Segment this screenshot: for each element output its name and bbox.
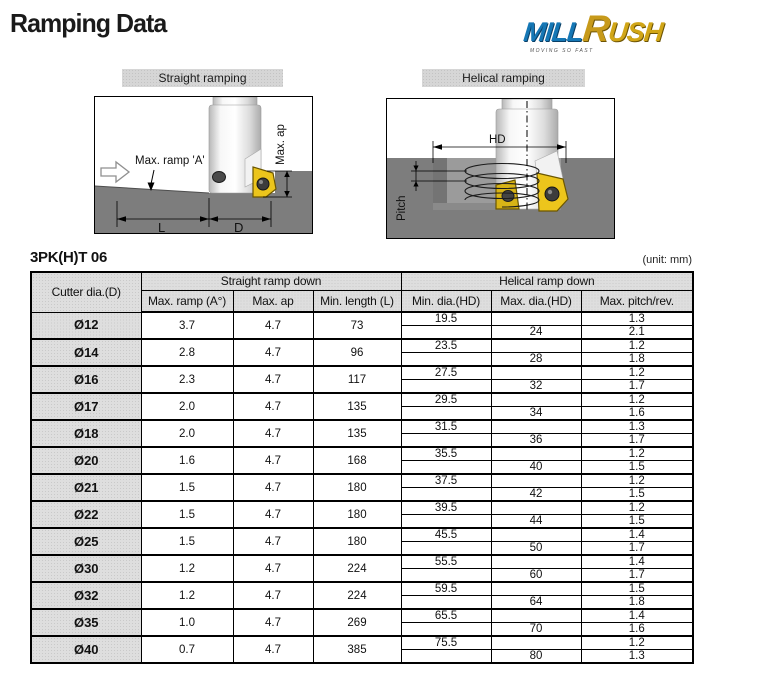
cell-max-ramp: 0.7: [141, 636, 233, 663]
cell-min-dia-blank: [401, 380, 491, 394]
cell-max-dia-blank: [491, 501, 581, 515]
cell-pitch-top: 1.4: [581, 555, 693, 569]
table-row: [31, 420, 693, 434]
cell-pitch-top: 1.3: [581, 312, 693, 326]
cell-max-ramp: 1.2: [141, 582, 233, 609]
cell-max-ramp: 2.3: [141, 366, 233, 393]
straight-ramping-label: Straight ramping: [122, 69, 283, 87]
insert-left-screw: [502, 191, 514, 202]
cell-max-ap: 4.7: [233, 447, 313, 474]
cell-min-dia-blank: [401, 407, 491, 421]
cell-cutter-dia: Ø30: [31, 555, 141, 582]
cell-min-dia: 29.5: [401, 393, 491, 407]
cell-max-ap: 4.7: [233, 474, 313, 501]
cell-max-dia-blank: [491, 555, 581, 569]
cell-max-dia-blank: [491, 393, 581, 407]
cell-max-dia-blank: [491, 339, 581, 353]
cell-max-dia: 28: [491, 353, 581, 367]
cell-min-dia-blank: [401, 326, 491, 340]
cell-pitch-top: 1.2: [581, 501, 693, 515]
table-row: [31, 636, 693, 650]
cell-max-dia: 50: [491, 542, 581, 556]
workpiece-ground: [95, 171, 312, 233]
cell-pitch-bottom: 1.5: [581, 515, 693, 529]
feed-arrow-icon: [101, 162, 129, 182]
cell-cutter-dia: Ø22: [31, 501, 141, 528]
cell-pitch-bottom: 1.6: [581, 623, 693, 637]
cell-max-ramp: 1.5: [141, 501, 233, 528]
cell-pitch-bottom: 1.7: [581, 380, 693, 394]
cell-min-length: 385: [313, 636, 401, 663]
cell-max-ramp: 1.5: [141, 474, 233, 501]
cell-min-length: 269: [313, 609, 401, 636]
cell-min-dia: 75.5: [401, 636, 491, 650]
cell-min-dia-blank: [401, 353, 491, 367]
cell-max-dia-blank: [491, 609, 581, 623]
col-header-max-ramp: Max. ramp (A°): [141, 290, 233, 312]
cell-cutter-dia: Ø21: [31, 474, 141, 501]
cell-max-ramp: 2.8: [141, 339, 233, 366]
cell-max-dia: 24: [491, 326, 581, 340]
cell-max-ap: 4.7: [233, 528, 313, 555]
col-header-max-pitch: Max. pitch/rev.: [581, 290, 693, 312]
cell-max-ramp: 1.0: [141, 609, 233, 636]
cell-min-dia: 27.5: [401, 366, 491, 380]
logo-tagline: MOVING SO FAST: [530, 48, 594, 54]
d-dimension-label: D: [234, 220, 244, 233]
cell-max-dia: 80: [491, 650, 581, 664]
cell-min-length: 73: [313, 312, 401, 339]
table-title-row: [30, 249, 692, 266]
cell-pitch-top: 1.2: [581, 366, 693, 380]
cell-pitch-bottom: 1.6: [581, 407, 693, 421]
cell-max-dia: 64: [491, 596, 581, 610]
cell-max-ramp: 2.0: [141, 393, 233, 420]
cell-max-dia-blank: [491, 420, 581, 434]
ramping-table-body: [31, 312, 693, 663]
cell-min-dia-blank: [401, 461, 491, 475]
cell-pitch-top: 1.4: [581, 609, 693, 623]
cell-min-dia: 31.5: [401, 420, 491, 434]
cell-max-ap: 4.7: [233, 420, 313, 447]
cell-pitch-bottom: 1.3: [581, 650, 693, 664]
cell-pitch-top: 1.2: [581, 447, 693, 461]
cell-pitch-top: 1.4: [581, 528, 693, 542]
helical-ramping-diagram: [386, 98, 615, 239]
insert-right-screw: [545, 187, 559, 201]
helical-ramping-label: Helical ramping: [422, 69, 585, 87]
cell-min-dia: 39.5: [401, 501, 491, 515]
cell-pitch-bottom: 1.7: [581, 434, 693, 448]
max-ramp-label: Max. ramp 'A': [135, 155, 205, 167]
cell-min-dia-blank: [401, 488, 491, 502]
cell-cutter-dia: Ø16: [31, 366, 141, 393]
cell-cutter-dia: Ø32: [31, 582, 141, 609]
cell-pitch-top: 1.2: [581, 393, 693, 407]
group-header-helical: Helical ramp down: [401, 272, 693, 290]
logo-rush-text: [580, 8, 664, 49]
cell-min-dia: 19.5: [401, 312, 491, 326]
cell-min-length: 168: [313, 447, 401, 474]
cell-pitch-bottom: 1.8: [581, 596, 693, 610]
cell-min-length: 180: [313, 501, 401, 528]
cell-min-length: 180: [313, 474, 401, 501]
cell-min-length: 117: [313, 366, 401, 393]
insert-screw: [257, 178, 269, 190]
cell-min-length: 135: [313, 420, 401, 447]
cell-max-dia: 34: [491, 407, 581, 421]
table-row: [31, 312, 693, 326]
cell-max-dia-blank: [491, 528, 581, 542]
cell-pitch-bottom: 1.8: [581, 353, 693, 367]
cell-max-dia: 60: [491, 569, 581, 583]
col-header-min-length: Min. length (L): [313, 290, 401, 312]
cell-min-dia: 35.5: [401, 447, 491, 461]
table-row: [31, 582, 693, 596]
logo-big-r: R: [580, 8, 611, 49]
table-row: [31, 447, 693, 461]
cell-pitch-top: 1.2: [581, 636, 693, 650]
cell-max-dia: 36: [491, 434, 581, 448]
cell-cutter-dia: Ø14: [31, 339, 141, 366]
cell-min-dia: 65.5: [401, 609, 491, 623]
cell-max-ap: 4.7: [233, 312, 313, 339]
cell-max-dia: 70: [491, 623, 581, 637]
cell-pitch-top: 1.2: [581, 339, 693, 353]
cell-max-dia-blank: [491, 582, 581, 596]
cell-max-dia-blank: [491, 474, 581, 488]
cell-min-length: 224: [313, 582, 401, 609]
table-row: [31, 366, 693, 380]
table-title: 3PK(H)T 06: [30, 249, 108, 266]
cell-cutter-dia: Ø12: [31, 312, 141, 339]
cell-min-dia: 37.5: [401, 474, 491, 488]
group-header-straight: Straight ramp down: [141, 272, 401, 290]
cell-pitch-bottom: 1.5: [581, 488, 693, 502]
cell-min-length: 135: [313, 393, 401, 420]
cell-max-ramp: 2.0: [141, 420, 233, 447]
logo-rush-rest: USH: [606, 17, 664, 47]
table-row: [31, 501, 693, 515]
cell-min-dia-blank: [401, 623, 491, 637]
cell-pitch-bottom: 2.1: [581, 326, 693, 340]
cell-cutter-dia: Ø25: [31, 528, 141, 555]
cell-max-dia-blank: [491, 366, 581, 380]
ramping-data-table: [30, 271, 694, 664]
cell-max-dia-blank: [491, 447, 581, 461]
cell-max-ap: 4.7: [233, 582, 313, 609]
cell-max-dia: 40: [491, 461, 581, 475]
col-header-max-dia: Max. dia.(HD): [491, 290, 581, 312]
table-row: [31, 528, 693, 542]
cell-max-ramp: 3.7: [141, 312, 233, 339]
cell-max-ramp: 1.6: [141, 447, 233, 474]
logo-wordmark: [522, 8, 696, 50]
cell-max-ap: 4.7: [233, 393, 313, 420]
table-row: [31, 555, 693, 569]
cell-max-ap: 4.7: [233, 609, 313, 636]
cell-max-ap: 4.7: [233, 501, 313, 528]
millrush-logo: [524, 8, 694, 54]
col-header-max-ap: Max. ap: [233, 290, 313, 312]
cell-min-dia-blank: [401, 569, 491, 583]
max-ap-label: Max. ap: [275, 124, 287, 165]
cell-max-dia-blank: [491, 636, 581, 650]
cell-min-dia-blank: [401, 434, 491, 448]
cell-cutter-dia: Ø17: [31, 393, 141, 420]
table-row: [31, 339, 693, 353]
hd-dimension-label: HD: [489, 134, 506, 146]
cell-pitch-bottom: 1.7: [581, 569, 693, 583]
cell-min-dia: 55.5: [401, 555, 491, 569]
cell-cutter-dia: Ø20: [31, 447, 141, 474]
col-header-cutter-dia: Cutter dia.(D): [31, 272, 141, 312]
cell-min-length: 180: [313, 528, 401, 555]
cell-min-dia: 23.5: [401, 339, 491, 353]
logo-mill-text: MILL: [522, 17, 585, 47]
cell-min-dia: 45.5: [401, 528, 491, 542]
cell-max-ap: 4.7: [233, 636, 313, 663]
table-row: [31, 393, 693, 407]
cell-max-dia: 44: [491, 515, 581, 529]
cell-pitch-top: 1.2: [581, 474, 693, 488]
l-dimension-label: L: [158, 220, 166, 233]
straight-ramping-diagram: [94, 96, 313, 234]
table-row: [31, 609, 693, 623]
table-row: [31, 474, 693, 488]
unit-note: (unit: mm): [642, 254, 692, 266]
straight-ramping-illustration: [95, 97, 312, 233]
cell-max-dia: 42: [491, 488, 581, 502]
cell-min-length: 96: [313, 339, 401, 366]
cell-max-ramp: 1.5: [141, 528, 233, 555]
cell-min-dia-blank: [401, 515, 491, 529]
pitch-dimension-label: Pitch: [396, 195, 408, 221]
page-title: Ramping Data: [10, 8, 167, 38]
cell-pitch-top: 1.5: [581, 582, 693, 596]
cell-max-ap: 4.7: [233, 366, 313, 393]
cell-min-dia-blank: [401, 650, 491, 664]
cell-min-dia: 59.5: [401, 582, 491, 596]
body-screw: [213, 172, 226, 183]
cell-pitch-bottom: 1.7: [581, 542, 693, 556]
cell-min-dia-blank: [401, 596, 491, 610]
cell-min-length: 224: [313, 555, 401, 582]
cell-pitch-bottom: 1.5: [581, 461, 693, 475]
cell-pitch-top: 1.3: [581, 420, 693, 434]
cell-cutter-dia: Ø18: [31, 420, 141, 447]
helical-ramping-illustration: [387, 99, 614, 238]
cell-max-ap: 4.7: [233, 339, 313, 366]
cell-cutter-dia: Ø40: [31, 636, 141, 663]
col-header-min-dia: Min. dia.(HD): [401, 290, 491, 312]
cell-max-ap: 4.7: [233, 555, 313, 582]
cell-max-dia: 32: [491, 380, 581, 394]
cell-max-ramp: 1.2: [141, 555, 233, 582]
cell-cutter-dia: Ø35: [31, 609, 141, 636]
cell-min-dia-blank: [401, 542, 491, 556]
cell-max-dia-blank: [491, 312, 581, 326]
